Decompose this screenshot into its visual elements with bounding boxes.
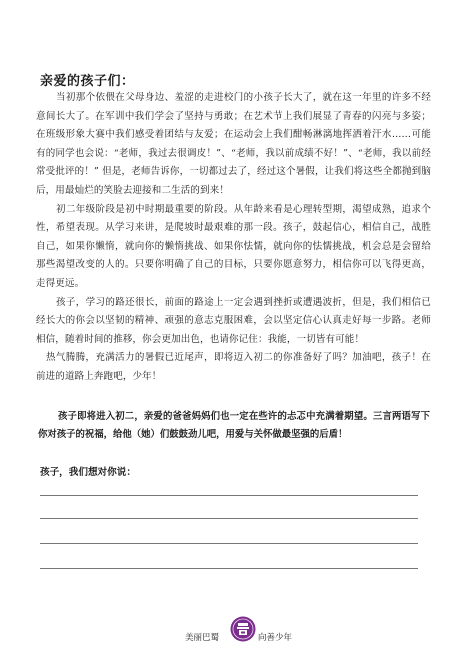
school-logo-icon: [230, 616, 256, 642]
letter-greeting: 亲爱的孩子们：: [40, 74, 135, 89]
letter-paragraph: 孩子，学习的路还很长，前面的路途上一定会遇到挫折或遭遇波折，但是，我们相信已经长大的你会以坚韧的精神、顽强的意志克服困难，会以坚定信心认真走好每一步路。老师相信，随着时间的推移，你会更加出色，也请你记住：我能，一切皆有可能！: [36, 296, 431, 345]
letter-paragraph: 初二年级阶段是初中时期最重要的阶段。从年龄来看是心理转型期，渴望成熟，追求个性，希望表现。从学习来讲，是爬坡时最艰难的那一段。孩子，鼓起信心，相信自己，战胜自己，如果你懒惰，就向你的懒惰挑战、如果你怯懦，就向你的怯懦挑战，机会总是会留给那些渴望改变的人的。只要你明确了自己的目标，只要你愿意努力，相信你可以飞得更高，走得更远。: [36, 203, 431, 289]
letter-paragraph: 热气腾腾，充满活力的暑假已近尾声，即将迈入初二的你准备好了吗？加油吧，孩子！在前进的道路上奔跑吧，少年！: [36, 352, 431, 382]
parent-note: 孩子即将进入初二，亲爱的爸爸妈妈们也一定在些许的忐忑中充满着期望。三言两语写下你对孩子的祝福，给他（她）们鼓鼓劲儿吧，用爱与关怀做最坚强的后盾！: [38, 411, 430, 440]
letter-paragraph: 当初那个依偎在父母身边、羞涩的走进校门的小孩子长大了，就在这一年里的许多不经意间长大了。在军训中我们学会了坚持与勇敢；在艺术节上我们展显了青春的闪亮与多姿；在班级形象大赛中我们感受着团结与友爱；在运动会上我们酣畅淋漓地挥洒着汗水……可能有的同学也会说：“老师，我过去很调皮！”、“老师，我以前成绩不好！”、“老师，我以前经常受批评的！” 但是，老师告诉你，一切都过去了，经过这个暑假，让我们将这些全都抛到脑后，用最灿烂的笑脸去迎接和二生活的到来！: [36, 92, 431, 196]
footer-motto-left: 美丽巴蜀: [185, 633, 220, 643]
writing-line[interactable]: [40, 518, 418, 519]
footer-motto-right: 向善少年: [258, 633, 293, 643]
writing-line[interactable]: [40, 543, 418, 544]
parent-prompt: 孩子，我们想对你说：: [40, 467, 136, 478]
letter-body: [36, 89, 431, 387]
writing-line[interactable]: [40, 568, 418, 569]
writing-line[interactable]: [40, 495, 418, 496]
